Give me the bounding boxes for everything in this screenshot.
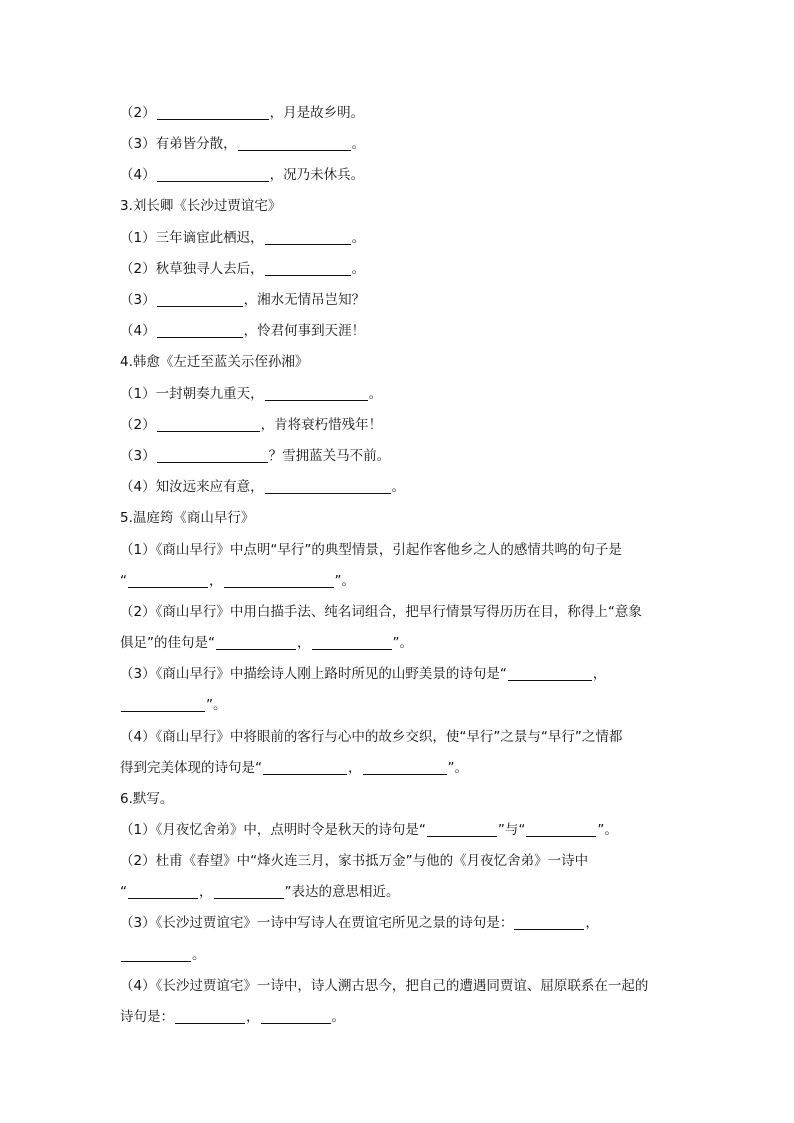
- text-segment: ，: [297, 635, 311, 651]
- text-line-q4-1: [120, 384, 382, 404]
- text-segment: （3）有弟皆分散，: [120, 136, 237, 152]
- text-line-q2-4: [120, 165, 364, 185]
- text-line-q6-3a: [120, 913, 599, 933]
- text-line-q5-3a: [120, 664, 606, 684]
- text-segment: ”。: [597, 822, 618, 838]
- text-segment: ，: [585, 915, 599, 931]
- answer-blank[interactable]: [427, 822, 497, 837]
- text-segment: 。: [351, 136, 366, 152]
- answer-blank[interactable]: [157, 167, 269, 182]
- text-line-q6-2a: [120, 851, 588, 871]
- text-segment: 。: [368, 386, 383, 402]
- answer-blank[interactable]: [265, 261, 351, 276]
- answer-blank[interactable]: [263, 760, 347, 775]
- text-segment: （4）《长沙过贾谊宅》一诗中，诗人溯古思今，把自己的遭遇同贾谊、屈原联系在一起的: [120, 978, 649, 994]
- text-segment: ，: [246, 1009, 260, 1025]
- text-line-q3-4: [120, 321, 365, 341]
- text-segment: ，月是故乡明。: [269, 105, 365, 121]
- text-segment: ，: [199, 884, 213, 900]
- text-line-s4: [120, 352, 308, 372]
- answer-blank[interactable]: [312, 635, 392, 650]
- text-segment: ”与“: [497, 822, 526, 838]
- text-segment: ，湘水无情吊岂知？: [243, 292, 366, 308]
- text-segment: （1）一封朝奏九重天，: [120, 386, 264, 402]
- text-segment: （2）杜甫《春望》中“烽火连三月，家书抵万金”与他的《月夜忆舍弟》一诗中: [120, 853, 589, 869]
- text-line-q2-3: [120, 134, 365, 154]
- text-segment: （3）《长沙过贾谊宅》一诗中写诗人在贾谊宅所见之景的诗句是：: [120, 915, 514, 931]
- text-line-q6-1: [120, 820, 618, 840]
- text-segment: 。: [331, 1009, 345, 1025]
- answer-blank[interactable]: [508, 666, 592, 681]
- answer-blank[interactable]: [265, 386, 368, 401]
- text-segment: （3）: [120, 292, 156, 308]
- answer-blank[interactable]: [363, 760, 447, 775]
- text-segment: （4）: [120, 167, 156, 183]
- text-segment: （3）: [120, 448, 156, 464]
- text-line-q3-3: [120, 290, 365, 310]
- text-line-q2-2: [120, 103, 364, 123]
- text-segment: （1）《商山早行》中点明“早行”的典型情景，引起作客他乡之人的感情共鸣的句子是: [120, 542, 622, 558]
- text-segment: “: [120, 884, 127, 900]
- text-segment: 3.刘长卿《长沙过贾谊宅》: [120, 198, 282, 214]
- text-line-q4-3: [120, 446, 390, 466]
- text-line-q5-4b: [120, 758, 468, 778]
- text-segment: 诗句是：: [120, 1009, 174, 1025]
- text-segment: 。: [391, 479, 406, 495]
- text-line-q3-1: [120, 228, 365, 248]
- answer-blank[interactable]: [261, 1009, 331, 1024]
- text-segment: ？雪拥蓝关马不前。: [268, 448, 391, 464]
- answer-blank[interactable]: [157, 448, 268, 463]
- text-segment: （1）三年谪宦此栖迟，: [120, 230, 264, 246]
- text-segment: ，肯将衰朽惜残年！: [260, 417, 383, 433]
- text-segment: （2）: [120, 105, 156, 121]
- text-segment: 得到完美体现的诗句是“: [120, 760, 262, 776]
- text-line-s5: [120, 508, 254, 528]
- answer-blank[interactable]: [157, 323, 243, 338]
- text-segment: （2）秋草独寻人去后，: [120, 261, 264, 277]
- text-segment: ，怜君何事到天涯！: [243, 323, 366, 339]
- text-segment: （1）《月夜忆舍弟》中，点明时令是秋天的诗句是“: [120, 822, 426, 838]
- answer-blank[interactable]: [121, 697, 205, 712]
- answer-blank[interactable]: [128, 573, 208, 588]
- text-line-s3: [120, 196, 281, 216]
- text-line-s6: [120, 789, 173, 809]
- text-line-q4-4: [120, 477, 405, 497]
- text-segment: 6.默写。: [120, 791, 174, 807]
- text-line-q6-4a: [120, 976, 648, 996]
- text-line-q5-3b: [120, 695, 227, 715]
- text-segment: 。: [351, 230, 366, 246]
- answer-blank[interactable]: [121, 947, 191, 962]
- text-segment: ”。: [392, 635, 413, 651]
- text-segment: ，: [592, 666, 607, 682]
- text-line-q5-1a: [120, 540, 622, 560]
- text-segment: （2）: [120, 417, 156, 433]
- text-line-q5-1b: [120, 571, 355, 591]
- text-segment: ”表达的意思相近。: [284, 884, 400, 900]
- text-segment: ，: [209, 573, 223, 589]
- answer-blank[interactable]: [214, 884, 284, 899]
- text-line-q4-2: [120, 415, 382, 435]
- text-line-q6-4b: [120, 1007, 345, 1027]
- text-segment: 。: [192, 947, 206, 963]
- answer-blank[interactable]: [157, 417, 260, 432]
- answer-blank[interactable]: [128, 884, 198, 899]
- text-segment: （2）《商山早行》中用白描手法、纯名词组合，把早行情景写得历历在目，称得上“意象: [120, 604, 642, 620]
- text-line-q5-2b: [120, 633, 413, 653]
- answer-blank[interactable]: [265, 230, 351, 245]
- text-segment: （3）《商山早行》中描绘诗人刚上路时所见的山野美景的诗句是“: [120, 666, 507, 682]
- answer-blank[interactable]: [157, 292, 243, 307]
- text-segment: 5.温庭筠《商山早行》: [120, 510, 255, 526]
- text-segment: 4.韩愈《左迁至蓝关示侄孙湘》: [120, 354, 309, 370]
- text-line-q3-2: [120, 259, 365, 279]
- text-segment: ，况乃未休兵。: [269, 167, 365, 183]
- answer-blank[interactable]: [265, 479, 391, 494]
- text-line-q6-3b: [120, 945, 206, 965]
- text-segment: ”。: [447, 760, 468, 776]
- text-segment: （4）知汝远来应有意，: [120, 479, 264, 495]
- text-line-q6-2b: [120, 882, 400, 902]
- answer-blank[interactable]: [216, 635, 296, 650]
- text-line-q5-4a: [120, 727, 622, 747]
- answer-blank[interactable]: [526, 822, 596, 837]
- text-segment: ”。: [334, 573, 355, 589]
- text-segment: “: [120, 573, 127, 589]
- answer-blank[interactable]: [238, 136, 351, 151]
- text-segment: 俱足”的佳句是“: [120, 635, 215, 651]
- text-segment: 。: [351, 261, 366, 277]
- answer-blank[interactable]: [514, 915, 584, 930]
- text-line-q5-2a: [120, 602, 642, 622]
- answer-blank[interactable]: [175, 1009, 245, 1024]
- text-segment: ”。: [206, 697, 227, 713]
- text-segment: ，: [348, 760, 362, 776]
- text-segment: （4）: [120, 323, 156, 339]
- answer-blank[interactable]: [157, 105, 269, 120]
- text-segment: （4）《商山早行》中将眼前的客行与心中的故乡交织，使“早行”之景与“早行”之情都: [120, 729, 623, 745]
- answer-blank[interactable]: [224, 573, 334, 588]
